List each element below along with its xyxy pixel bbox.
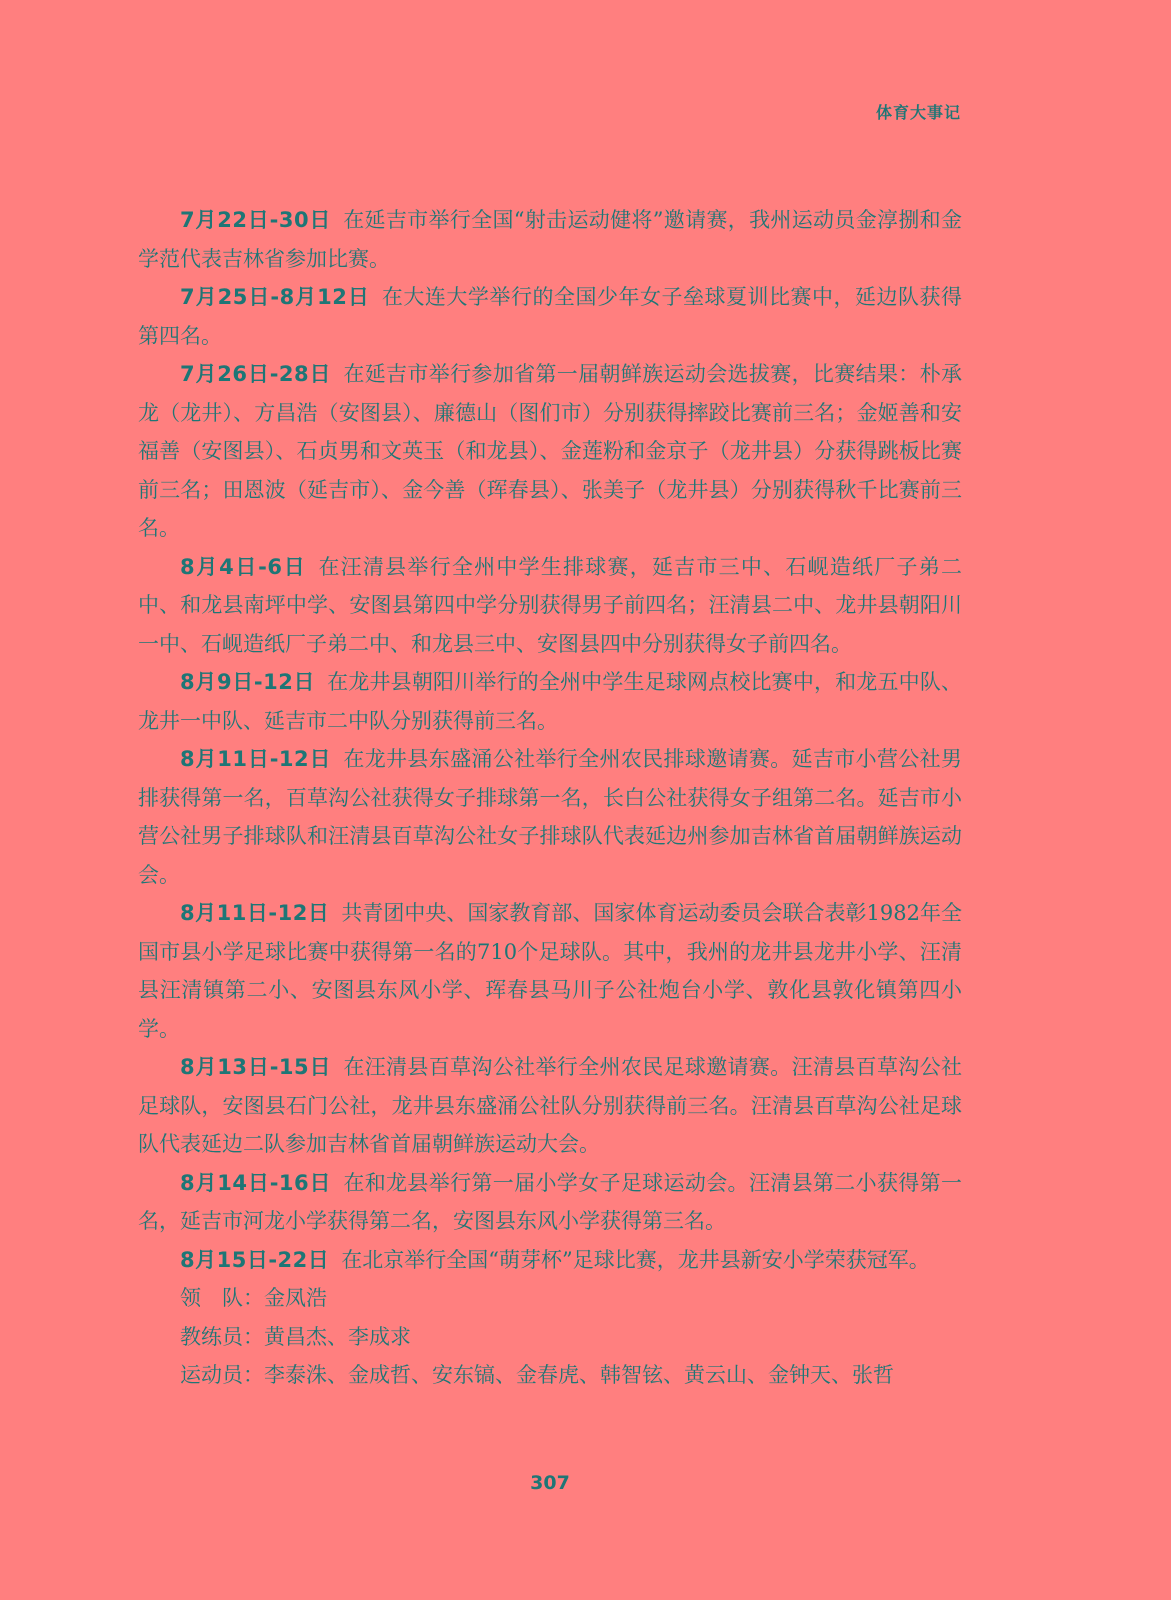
event-date: 8月14日-16日 <box>180 1170 332 1195</box>
roster-coaches: 教练员：黄昌杰、李成求 <box>180 1324 411 1349</box>
event-entry <box>138 1241 962 1280</box>
section-header: 体育大事记 <box>875 103 961 122</box>
event-date: 8月13日-15日 <box>180 1055 332 1079</box>
event-text: 共青团中央、国家教育部、国家体育运动委员会联合表彰1982年全国市县小学足球比赛中获得第一名的710个足球队。其中，我州的龙井县龙井小学、汪清县汪清镇第二小、安图县东风小学、珲春县马川子公社炮台小学、敦化县敦化镇第四小学。 <box>138 901 962 1041</box>
event-entry <box>138 1164 962 1241</box>
event-date: 7月26日-28日 <box>180 362 332 386</box>
event-date: 8月4日-6日 <box>180 554 307 579</box>
event-entry <box>138 355 962 548</box>
event-text: 在汪清县举行全州中学生排球赛，延吉市三中、石岘造纸厂子弟二中、和龙县南坪中学、安图县第四中学分别获得男子前四名；汪清县二中、龙井县朝阳川一中、石岘造纸厂子弟二中、和龙县三中、安图县四中分别获得女子前四名。 <box>138 554 962 656</box>
roster-athletes: 运动员：李泰洙、金成哲、安东镐、金春虎、韩智铉、黄云山、金钟天、张哲 <box>180 1363 894 1387</box>
event-entry <box>138 1048 962 1164</box>
event-entry <box>138 201 962 278</box>
event-date: 8月11日-12日 <box>180 901 330 925</box>
event-entry <box>138 663 962 740</box>
event-date: 8月11日-12日 <box>180 747 332 771</box>
event-entry <box>138 278 962 355</box>
page-number: 307 <box>530 1472 570 1494</box>
event-date: 7月22日-30日 <box>180 208 332 232</box>
event-text: 在和龙县举行第一届小学女子足球运动会。汪清县第二小获得第一名，延吉市河龙小学获得第二名，安图县东风小学获得第三名。 <box>138 1170 962 1233</box>
event-text: 在龙井县朝阳川举行的全州中学生足球网点校比赛中，和龙五中队、龙井一中队、延吉市二中队分别获得前三名。 <box>138 670 962 733</box>
event-entry <box>138 894 962 1048</box>
event-date: 7月25日-8月12日 <box>180 285 370 309</box>
event-text: 在大连大学举行的全国少年女子垒球夏训比赛中，延边队获得第四名。 <box>138 285 963 348</box>
event-entry <box>138 548 962 664</box>
event-date: 8月9日-12日 <box>180 670 316 694</box>
page-body <box>138 201 962 1395</box>
event-date: 8月15日-22日 <box>180 1247 330 1272</box>
event-text: 在汪清县百草沟公社举行全州农民足球邀请赛。汪清县百草沟公社足球队，安图县石门公社，龙井县东盛涌公社队分别获得前三名。汪清县百草沟公社足球队代表延边二队参加吉林省首届朝鲜族运动大会。 <box>138 1055 962 1156</box>
event-text: 在北京举行全国“萌芽杯”足球比赛，龙井县新安小学荣获冠军。 <box>341 1247 930 1272</box>
event-text: 在延吉市举行全国“射击运动健将”邀请赛，我州运动员金淳捌和金学范代表吉林省参加比赛。 <box>138 208 962 271</box>
roster-leader: 领 队：金凤浩 <box>180 1286 327 1310</box>
event-text: 在延吉市举行参加省第一届朝鲜族运动会选拔赛，比赛结果：朴承龙（龙井）、方昌浩（安图县）、廉德山（图们市）分别获得摔跤比赛前三名；金姬善和安福善（安图县）、石贞男和文英玉（和龙县）、金莲粉和金京子（龙井县）分获得跳板比赛前三名；田恩波（延吉市）、金今善（珲春县）、张美子（龙井县）分别获得秋千比赛前三名。 <box>138 362 962 540</box>
event-entry <box>138 740 962 894</box>
event-text: 在龙井县东盛涌公社举行全州农民排球邀请赛。延吉市小营公社男排获得第一名，百草沟公社获得女子排球第一名，长白公社获得女子组第二名。延吉市小营公社男子排球队和汪清县百草沟公社女子排球队代表延边州参加吉林省首届朝鲜族运动会。 <box>138 747 962 887</box>
